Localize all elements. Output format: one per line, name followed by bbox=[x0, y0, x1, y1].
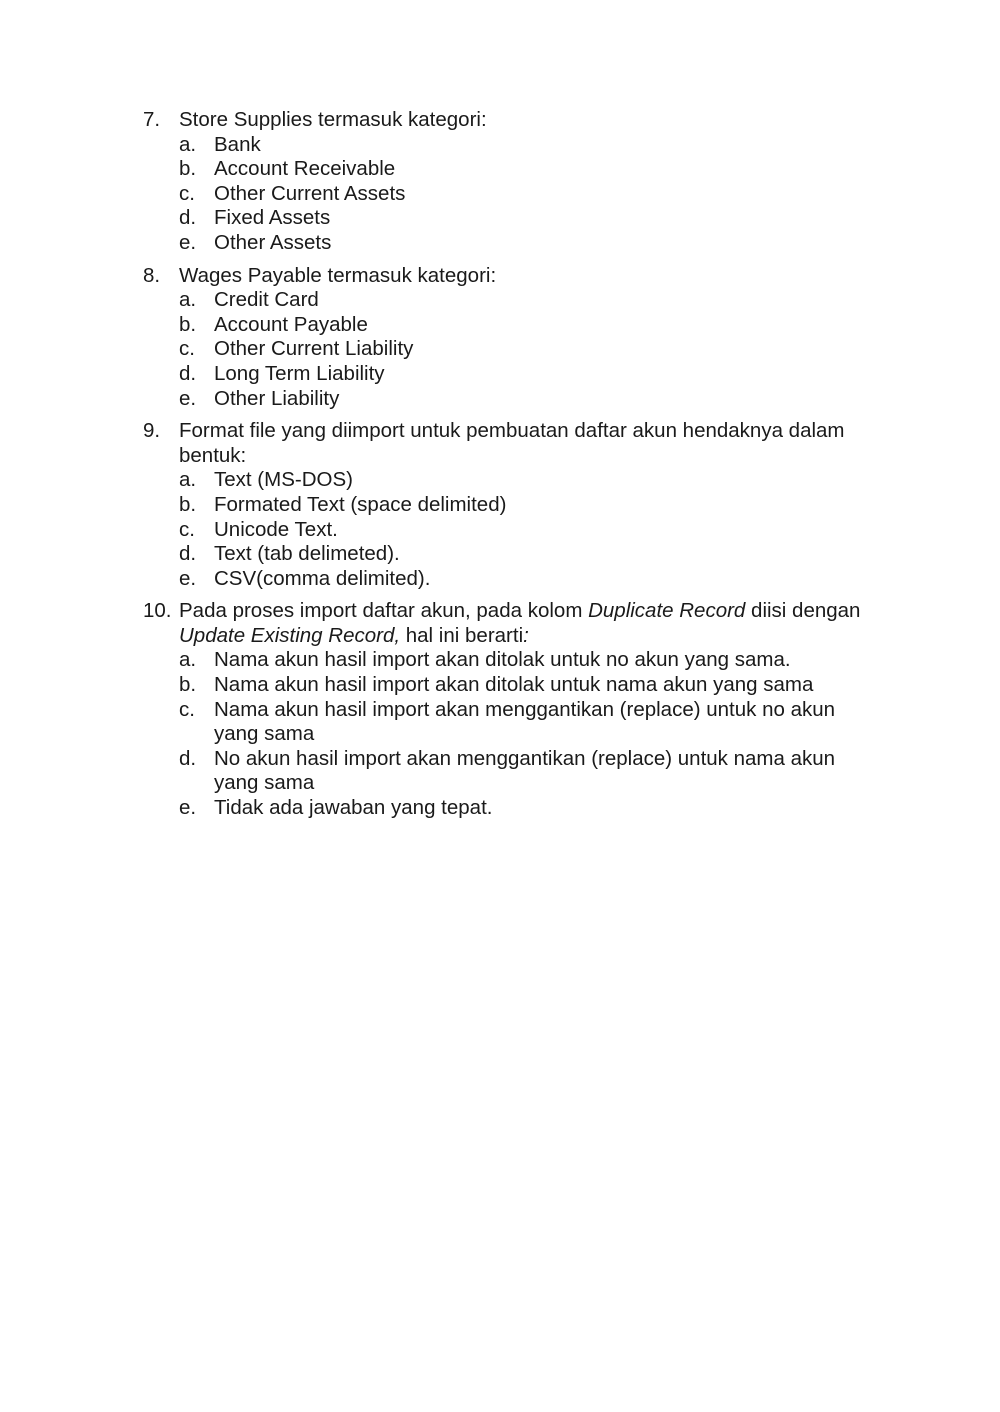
question-body bbox=[179, 419, 903, 591]
question-body bbox=[179, 108, 903, 256]
option-letter: a. bbox=[179, 132, 197, 156]
option-text: Account Payable bbox=[214, 312, 368, 336]
option-text: Text (MS-DOS) bbox=[214, 468, 353, 492]
option-letter: b. bbox=[179, 492, 197, 516]
option-letter: c. bbox=[179, 517, 195, 541]
option-letter: a. bbox=[179, 648, 197, 672]
option-letter: d. bbox=[179, 746, 197, 770]
option-letter: c. bbox=[179, 697, 195, 721]
option-letter: e. bbox=[179, 796, 197, 820]
option-letter: c. bbox=[179, 337, 195, 361]
question-text-colon: : bbox=[523, 623, 529, 647]
option-list bbox=[179, 288, 903, 411]
duplicate-record-term: Duplicate Record bbox=[588, 599, 746, 623]
question-text: Wages Payable termasuk kategori: bbox=[179, 263, 497, 287]
option-text: Nama akun hasil import akan ditolak untuk no akun yang sama. bbox=[214, 648, 791, 672]
option-a bbox=[179, 288, 903, 313]
option-a bbox=[179, 133, 903, 158]
option-list bbox=[179, 133, 903, 256]
option-e bbox=[179, 231, 903, 256]
option-letter: a. bbox=[179, 288, 197, 312]
option-text: Long Term Liability bbox=[214, 361, 385, 385]
option-text: Tidak ada jawaban yang tepat. bbox=[214, 796, 493, 820]
question-text-part: Pada proses import daftar akun, pada kolom bbox=[179, 599, 589, 623]
option-letter: a. bbox=[179, 468, 197, 492]
option-text: CSV(comma delimited). bbox=[214, 566, 431, 590]
option-b bbox=[179, 313, 903, 338]
option-d bbox=[179, 542, 903, 567]
option-list bbox=[179, 648, 903, 820]
question-number: 7. bbox=[143, 108, 161, 131]
question-text-part: diisi dengan bbox=[745, 599, 861, 623]
option-letter: c. bbox=[179, 181, 195, 205]
question-number: 10. bbox=[143, 599, 172, 623]
question-10 bbox=[143, 599, 903, 820]
option-b bbox=[179, 673, 903, 698]
option-a bbox=[179, 468, 903, 493]
option-e bbox=[179, 567, 903, 592]
option-e bbox=[179, 796, 903, 821]
question-body bbox=[179, 264, 903, 412]
question-9 bbox=[143, 419, 903, 591]
option-text: Unicode Text. bbox=[214, 517, 338, 541]
option-text: Text (tab delimeted). bbox=[214, 542, 400, 566]
option-letter: e. bbox=[179, 566, 197, 590]
option-c bbox=[179, 518, 903, 543]
question-text: Format file yang diimport untuk pembuatan daftar akun hendaknya dalam bentuk: bbox=[179, 419, 845, 467]
option-list bbox=[179, 468, 903, 591]
question-8 bbox=[143, 264, 903, 412]
option-d bbox=[179, 206, 903, 231]
option-text: Credit Card bbox=[214, 288, 319, 312]
option-d bbox=[179, 362, 903, 387]
option-d bbox=[179, 747, 903, 796]
option-letter: e. bbox=[179, 230, 197, 254]
option-c bbox=[179, 337, 903, 362]
option-text: Other Current Liability bbox=[214, 337, 414, 361]
question-number: 9. bbox=[143, 419, 161, 443]
option-text: Other Current Assets bbox=[214, 181, 406, 205]
option-letter: d. bbox=[179, 361, 197, 385]
option-text: No akun hasil import akan menggantikan (replace) untuk nama akun yang sama bbox=[214, 746, 836, 795]
question-body bbox=[179, 599, 903, 820]
option-b bbox=[179, 493, 903, 518]
option-b bbox=[179, 157, 903, 182]
option-text: Other Assets bbox=[214, 230, 332, 254]
option-text: Other Liability bbox=[214, 386, 340, 410]
question-7 bbox=[143, 108, 903, 256]
option-c bbox=[179, 698, 903, 747]
option-letter: b. bbox=[179, 673, 197, 697]
option-text: Formated Text (space delimited) bbox=[214, 492, 507, 516]
question-text: Store Supplies termasuk kategori: bbox=[179, 108, 487, 131]
question-text bbox=[179, 599, 903, 648]
option-text: Account Receivable bbox=[214, 157, 396, 181]
option-text: Nama akun hasil import akan menggantikan (replace) untuk no akun yang sama bbox=[214, 697, 836, 746]
option-letter: d. bbox=[179, 542, 197, 566]
option-e bbox=[179, 387, 903, 412]
question-list bbox=[143, 108, 903, 829]
option-text: Fixed Assets bbox=[214, 206, 331, 230]
question-text-part: hal ini berarti bbox=[400, 623, 524, 647]
option-c bbox=[179, 182, 903, 207]
question-number: 8. bbox=[143, 263, 161, 287]
option-letter: d. bbox=[179, 206, 197, 230]
option-letter: b. bbox=[179, 157, 197, 181]
update-existing-record-term: Update Existing Record, bbox=[179, 623, 401, 647]
option-a bbox=[179, 648, 903, 673]
option-text: Nama akun hasil import akan ditolak untuk nama akun yang sama bbox=[214, 673, 814, 697]
option-letter: b. bbox=[179, 312, 197, 336]
option-letter: e. bbox=[179, 386, 197, 410]
option-text: Bank bbox=[214, 132, 261, 156]
